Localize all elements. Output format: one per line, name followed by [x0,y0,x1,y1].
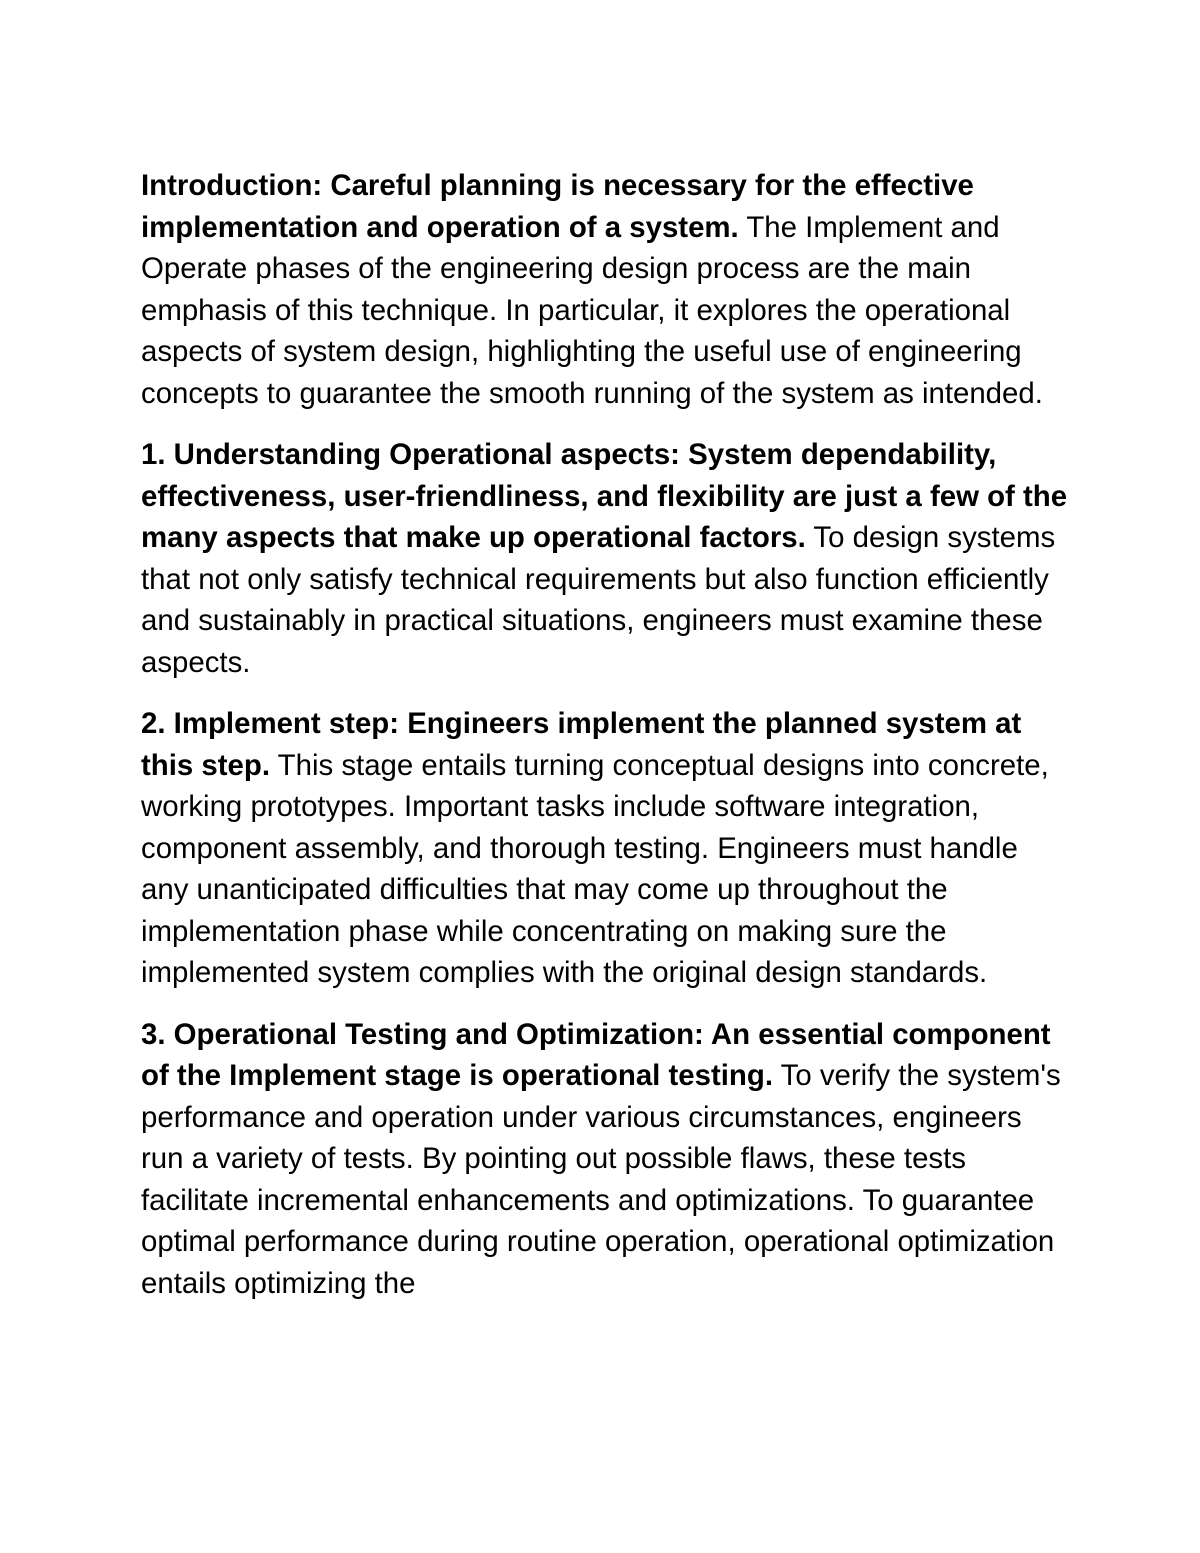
paragraph-heading: 1. Understanding Operational aspects: System dependability, effectiveness, user-friendliness, and flexibility are just a few of the many aspects that make up operational factors. [141,438,1068,554]
paragraph-implement-step [141,703,1071,994]
paragraph-heading: 2. Implement step: Engineers implement the planned system at this step. [141,707,1022,782]
paragraph-body: The Implement and Operate phases of the engineering design process are the main emphasis of this technique. In particular, it explores the operational aspects of system design, highlighting the useful use of engineering concepts to guarantee the smooth running of the system as intended. [141,210,1043,410]
paragraph-operational-testing [141,1014,1071,1305]
paragraph-operational-aspects [141,434,1071,683]
paragraph-heading: 3. Operational Testing and Optimization: An essential component of the Implement stage is operational testing. [141,1017,1051,1092]
paragraph-body: This stage entails turning conceptual designs into concrete, working prototypes. Important tasks include software integration, component assembly, and thorough testing. Engineers must handle any unanticipated difficulties that may come up throughout the implementation phase while concentrating on making sure the implemented system complies with the original design standards. [141,748,1049,989]
paragraph-introduction [141,165,1071,414]
paragraph-body: To verify the system's performance and operation under various circumstances, engineers run a variety of tests. By pointing out possible flaws, these tests facilitate incremental enhancements and optimizations. To guarantee optimal performance during routine operation, operational optimization entails optimizing the [141,1059,1061,1300]
paragraph-heading: Introduction: Careful planning is necessary for the effective implementation and operation of a system. [141,169,974,244]
paragraph-body: To design systems that not only satisfy technical requirements but also function efficiently and sustainably in practical situations, engineers must examine these aspects. [141,521,1056,679]
document-page [141,165,1071,1324]
